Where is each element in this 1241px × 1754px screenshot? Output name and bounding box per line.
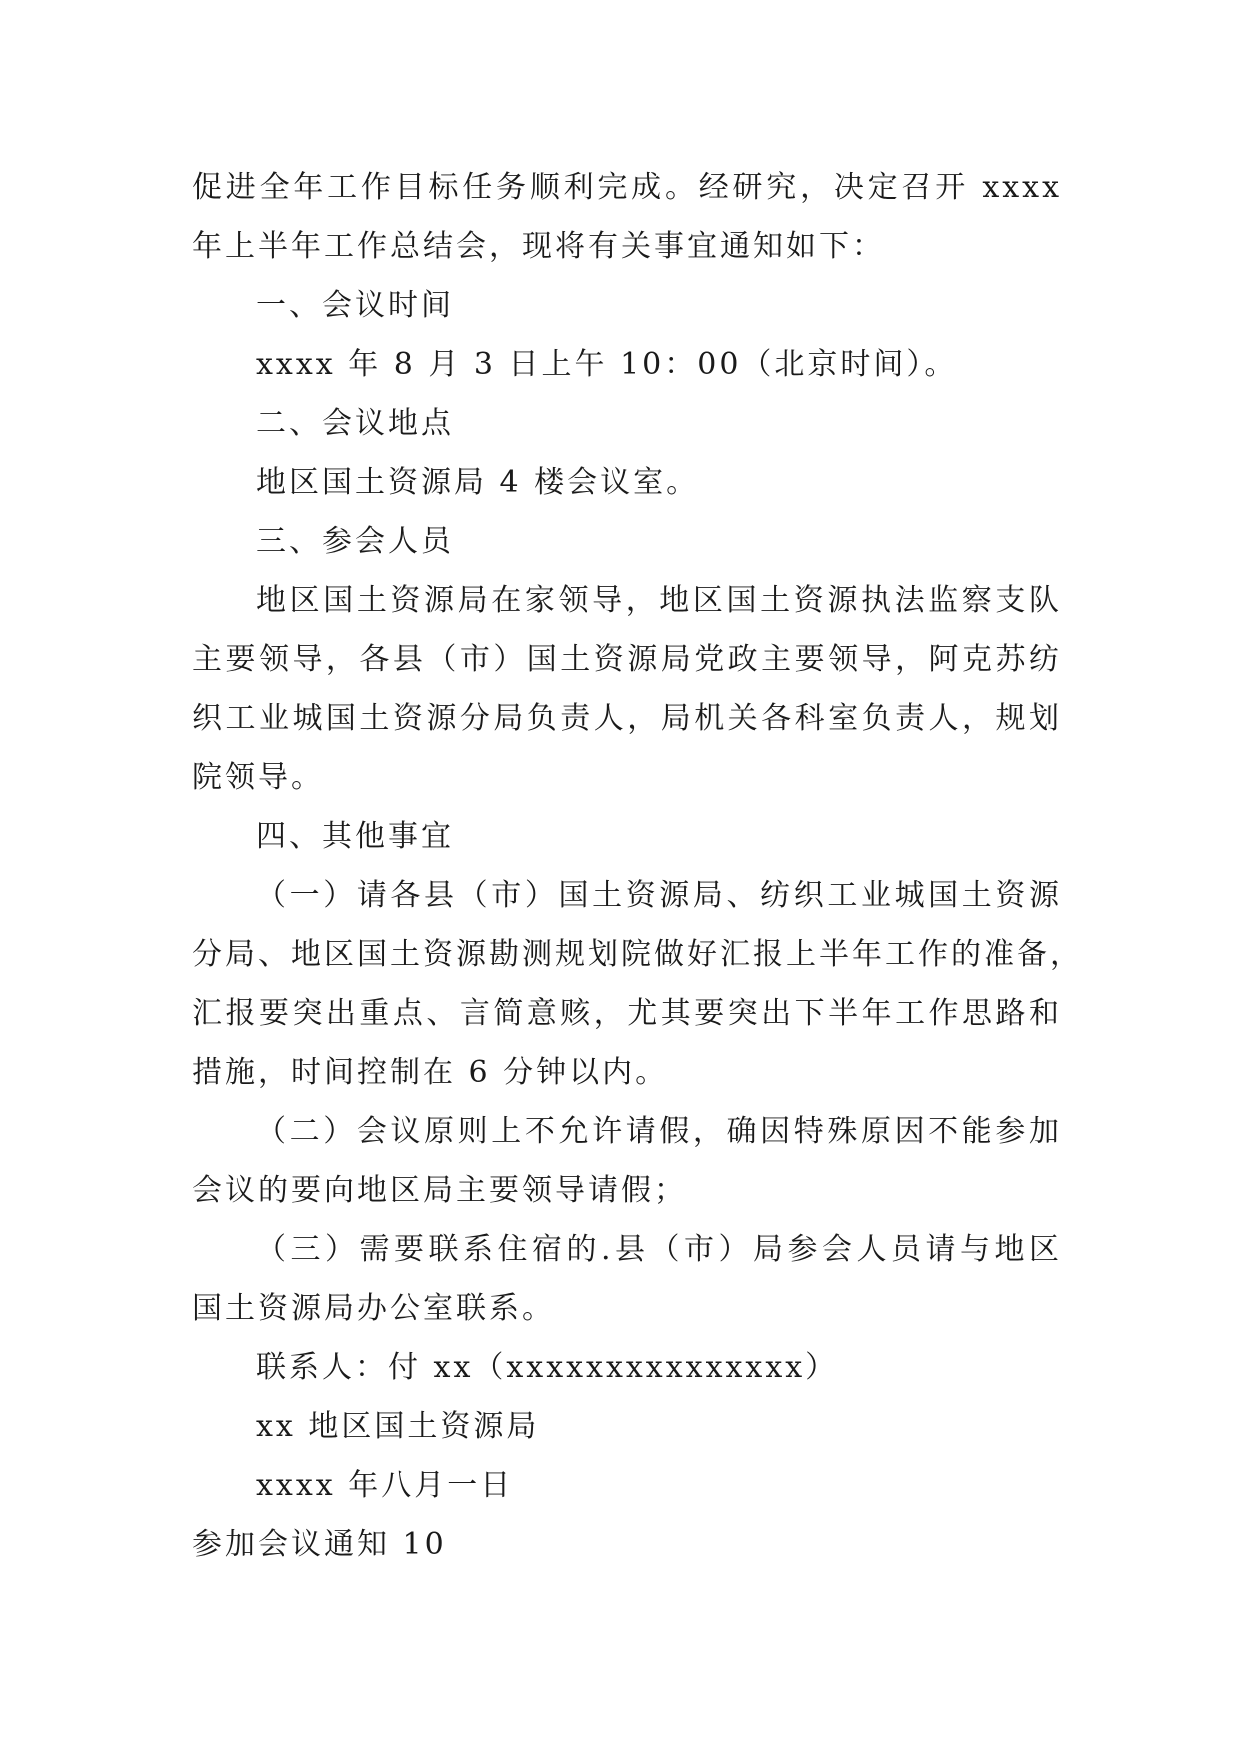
signature-date: xxxx 年八月一日: [256, 1468, 514, 1503]
section-heading: 四、其他事宜: [256, 819, 454, 854]
paragraph-line: xxxx 年 8 月 3 日上午 10：00（北京时间）。: [256, 347, 958, 382]
signature-organization: xx 地区国土资源局: [256, 1409, 540, 1444]
paragraph-line: 会议的要向地区局主要领导请假；: [192, 1173, 687, 1208]
paragraph-line: 国土资源局办公室联系。: [192, 1291, 555, 1326]
paragraph-line: 分局、地区国土资源勘测规划院做好汇报上半年工作的准备，: [192, 937, 1083, 972]
paragraph-line: （一）请各县（市）国土资源局、纺织工业城国土资源: [256, 878, 1062, 913]
paragraph-line: 院领导。: [192, 760, 324, 795]
section-heading: 二、会议地点: [256, 406, 454, 441]
section-heading: 一、会议时间: [256, 288, 454, 323]
paragraph-line: （二）会议原则上不允许请假，确因特殊原因不能参加: [256, 1114, 1062, 1149]
paragraph-line: 主要领导，各县（市）国土资源局党政主要领导，阿克苏纺: [192, 642, 1062, 677]
contact-line: 联系人：付 xx（xxxxxxxxxxxxxxx）: [256, 1350, 839, 1385]
document-body: [192, 158, 1083, 1574]
paragraph-line: 织工业城国土资源分局负责人，局机关各科室负责人，规划: [192, 701, 1062, 736]
paragraph-line: 地区国土资源局 4 楼会议室。: [256, 465, 700, 500]
section-heading: 三、参会人员: [256, 524, 454, 559]
document-title-footer: 参加会议通知 10: [192, 1527, 447, 1562]
paragraph-line: 年上半年工作总结会，现将有关事宜通知如下：: [192, 229, 885, 264]
paragraph-line: 汇报要突出重点、言简意赅，尤其要突出下半年工作思路和: [192, 996, 1062, 1031]
paragraph-line: （三）需要联系住宿的.县（市）局参会人员请与地区: [256, 1232, 1062, 1267]
paragraph-line: 地区国土资源局在家领导，地区国土资源执法监察支队: [256, 583, 1062, 618]
paragraph-line: 促进全年工作目标任务顺利完成。经研究，决定召开 xxxx: [192, 170, 1062, 205]
paragraph-line: 措施，时间控制在 6 分钟以内。: [192, 1055, 669, 1090]
